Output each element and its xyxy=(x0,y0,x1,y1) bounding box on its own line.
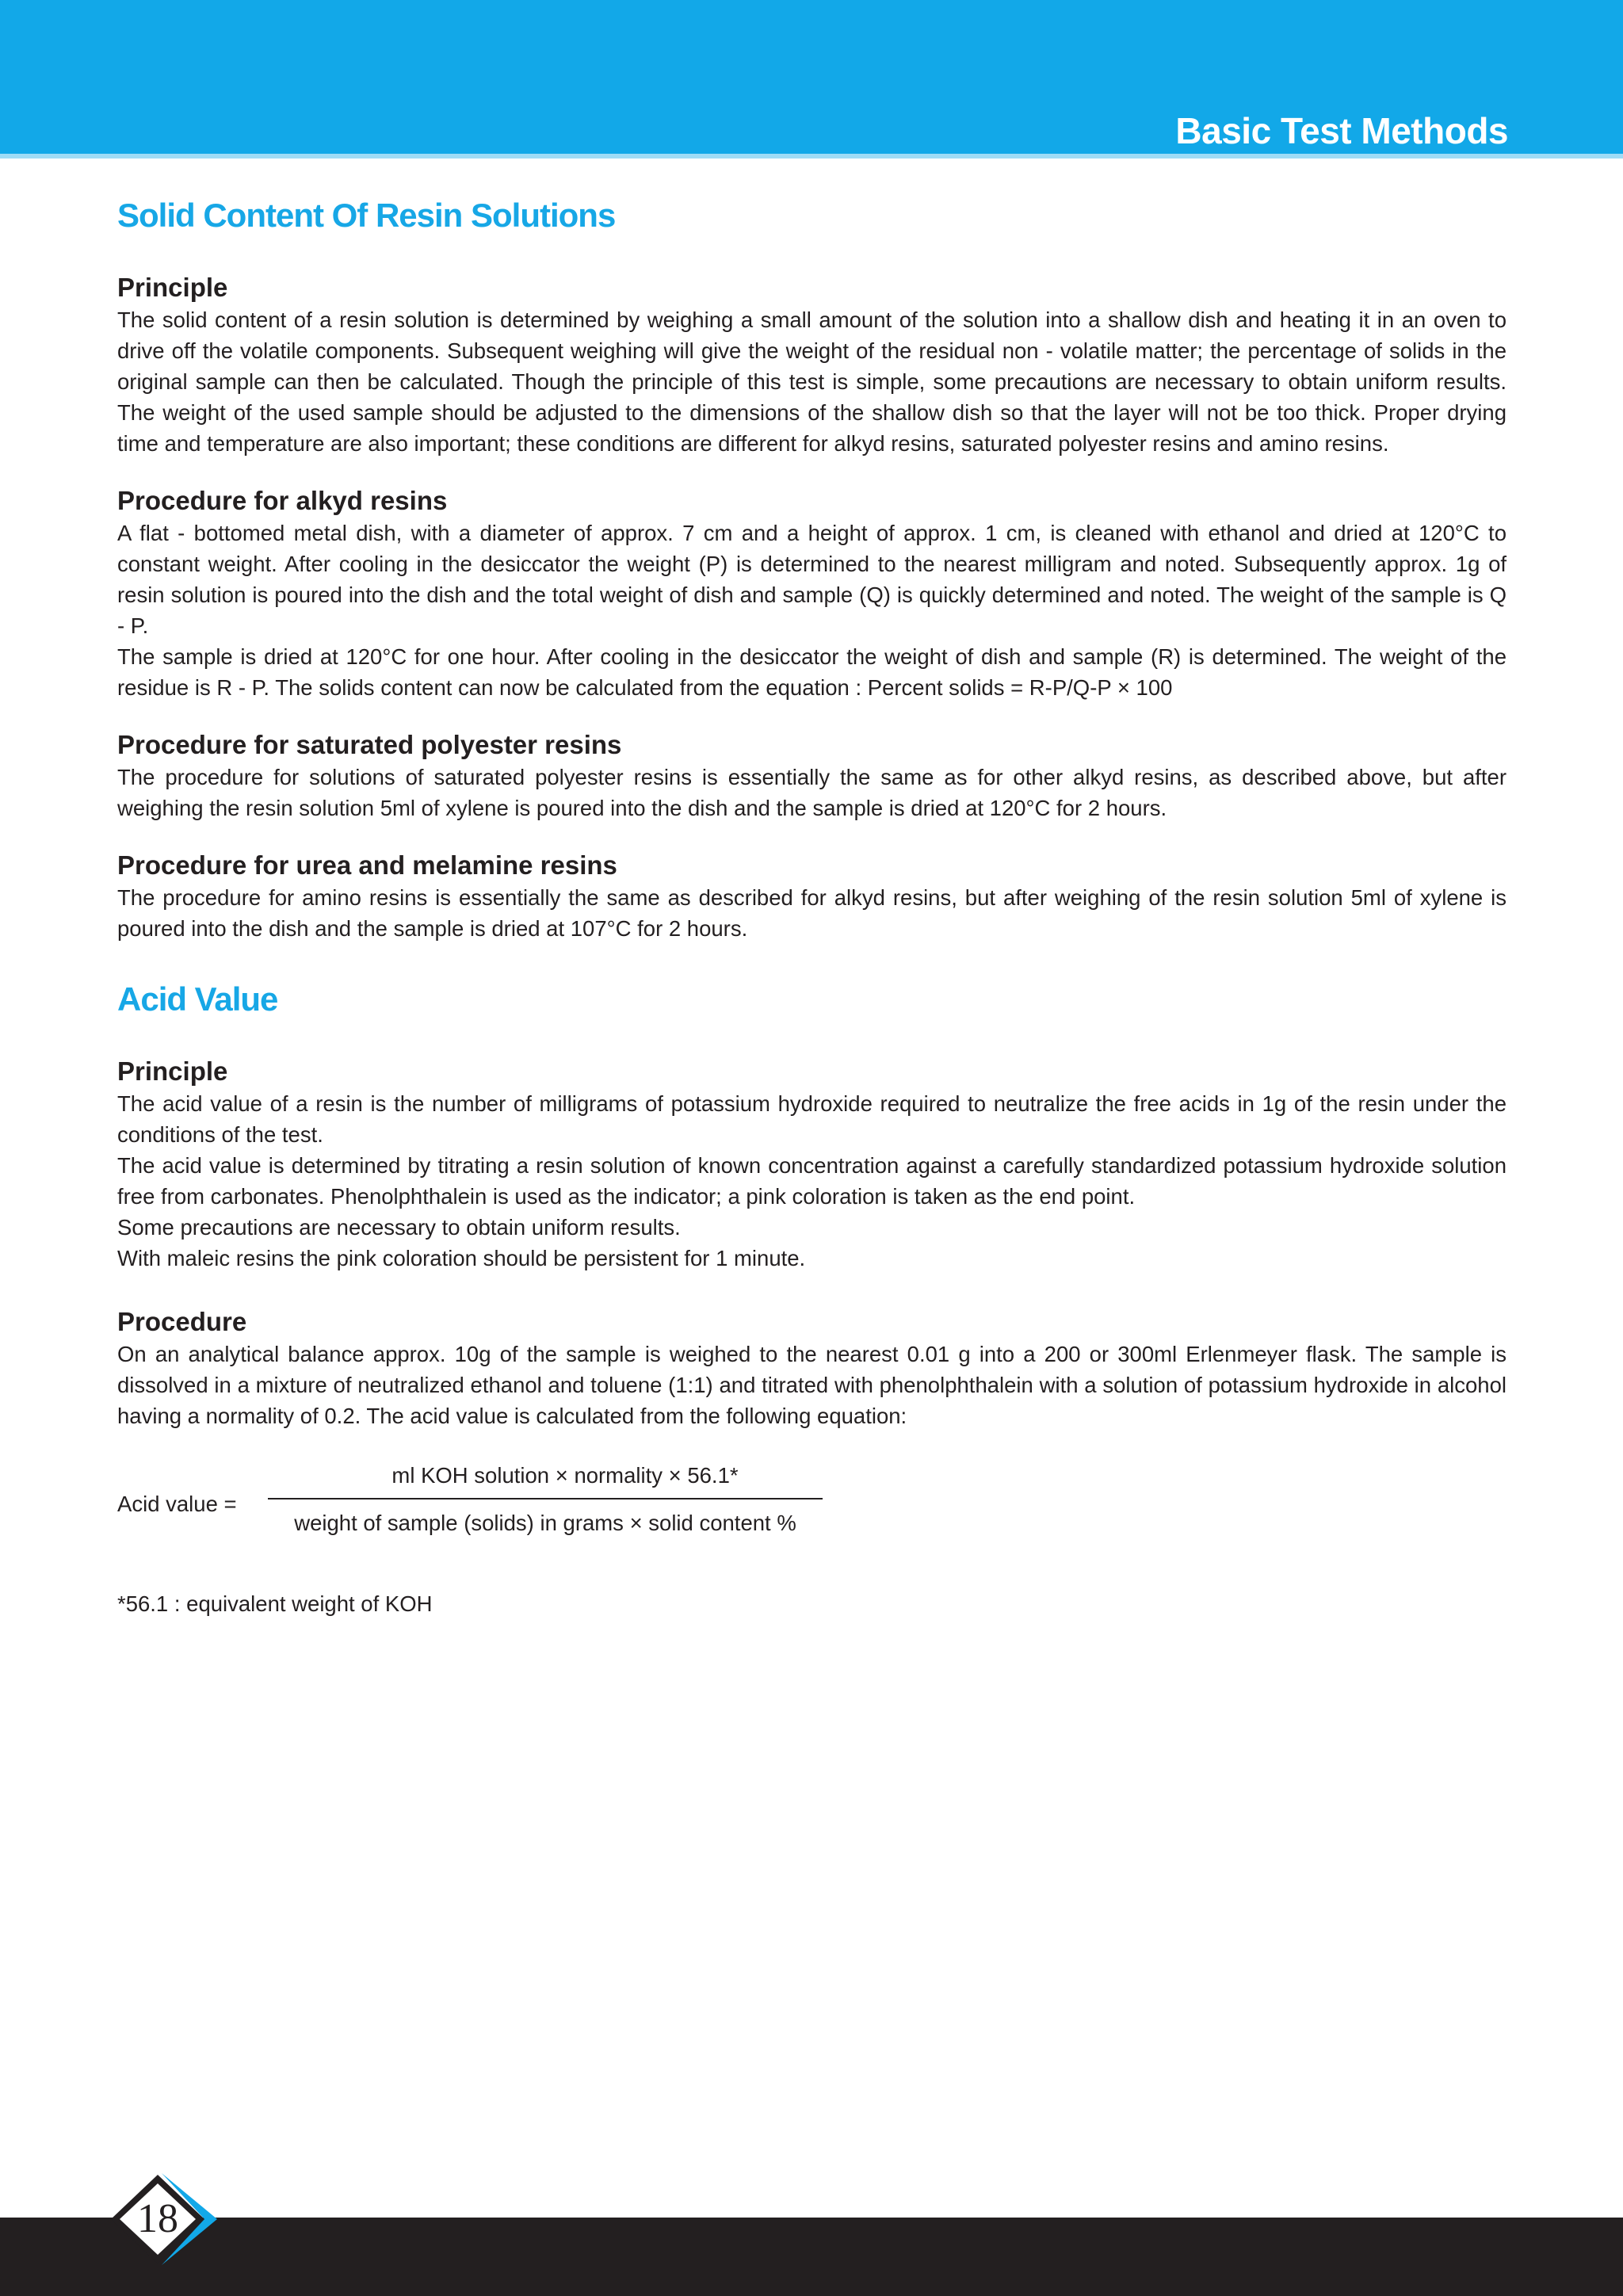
formula-lhs: Acid value = xyxy=(117,1492,237,1516)
footnote: *56.1 : equivalent weight of KOH xyxy=(117,1591,433,1616)
subheading-acid-principle: Principle xyxy=(117,1056,228,1086)
paragraph-acid-principle-3: Some precautions are necessary to obtain uniform results. xyxy=(117,1215,681,1240)
paragraph-urea-melamine: The procedure for amino resins is essentially the same as described for alkyd resins, but after weighing of the resin solution 5ml of xylene is poured into the dish and the sample is dried at 107°C for 2 hours. xyxy=(117,885,1507,941)
paragraph-alkyd-1: A flat - bottomed metal dish, with a diameter of approx. 7 cm and a height of approx. 1 cm, is cleaned with ethanol and dried at 120°C to constant weight. After cooling in the desiccator the weight (P) is determined to the nearest milligram and noted. Subsequently approx. 1g of resin solution is poured into the dish and the total weight of dish and sample (Q) is quickly determined and noted. The weight of the sample is Q - P. xyxy=(117,521,1507,638)
paragraph-acid-principle-1: The acid value of a resin is the number of milligrams of potassium hydroxide required to neutralize the free acids in 1g of the resin under the conditions of the test. xyxy=(117,1091,1507,1147)
paragraph-acid-principle-2: The acid value is determined by titrating a resin solution of known concentration against a carefully standardized potassium hydroxide solution free from carbonates. Phenolphthalein is used as the indicator; a pink coloration is taken as the end point. xyxy=(117,1153,1507,1209)
header-title: Basic Test Methods xyxy=(1175,110,1508,151)
section-title-solid-content: Solid Content Of Resin Solutions xyxy=(117,197,616,234)
formula-denominator: weight of sample (solids) in grams × solid content % xyxy=(294,1511,796,1535)
page-content xyxy=(117,197,1507,1617)
header-divider xyxy=(0,154,1623,159)
paragraph-acid-procedure: On an analytical balance approx. 10g of the sample is weighed to the nearest 0.01 g into a 200 or 300ml Erlenmeyer flask. The sample is dissolved in a mixture of neutralized ethanol and toluene (1:1) and titrated with phenolphthalein with a solution of potassium hydroxide in alcohol having a normality of 0.2. The acid value is calculated from the following equation: xyxy=(117,1342,1507,1428)
subheading-polyester: Procedure for saturated polyester resins xyxy=(117,730,622,759)
page-number: 18 xyxy=(137,2196,178,2241)
formula-numerator: ml KOH solution × normality × 56.1* xyxy=(391,1463,739,1488)
subheading-alkyd: Procedure for alkyd resins xyxy=(117,486,448,515)
footer-bar xyxy=(0,2218,1623,2296)
acid-value-formula xyxy=(117,1463,1507,1550)
paragraph-alkyd-2: The sample is dried at 120°C for one hour. After cooling in the desiccator the weight of dish and sample (R) is determined. The weight of the residue is R - P. The solids content can now be calculated from the equation : Percent solids = R-P/Q-P × 100 xyxy=(117,644,1507,700)
subheading-urea-melamine: Procedure for urea and melamine resins xyxy=(117,850,617,880)
section-title-acid-value: Acid Value xyxy=(117,980,278,1018)
subheading-principle: Principle xyxy=(117,273,228,302)
paragraph-polyester: The procedure for solutions of saturated polyester resins is essentially the same as for other alkyd resins, as described above, but after weighing the resin solution 5ml of xylene is poured into the dish and the sample is dried at 120°C for 2 hours. xyxy=(117,765,1507,820)
formula-fraction-bar xyxy=(268,1498,823,1499)
paragraph-acid-principle-4: With maleic resins the pink coloration should be persistent for 1 minute. xyxy=(117,1246,806,1270)
subheading-acid-procedure: Procedure xyxy=(117,1307,247,1336)
paragraph-principle: The solid content of a resin solution is determined by weighing a small amount of the solution into a shallow dish and heating it in an oven to drive off the volatile components. Subsequent weighing will give the weight of the residual non - volatile matter; the percentage of solids in the original sample can then be calculated. Though the principle of this test is simple, some precautions are necessary to obtain uniform results. The weight of the used sample should be adjusted to the dimensions of the shallow dish so that the layer will not be too thick. Proper drying time and temperature are also important; these conditions are different for alkyd resins, saturated polyester resins and amino resins. xyxy=(117,308,1507,456)
